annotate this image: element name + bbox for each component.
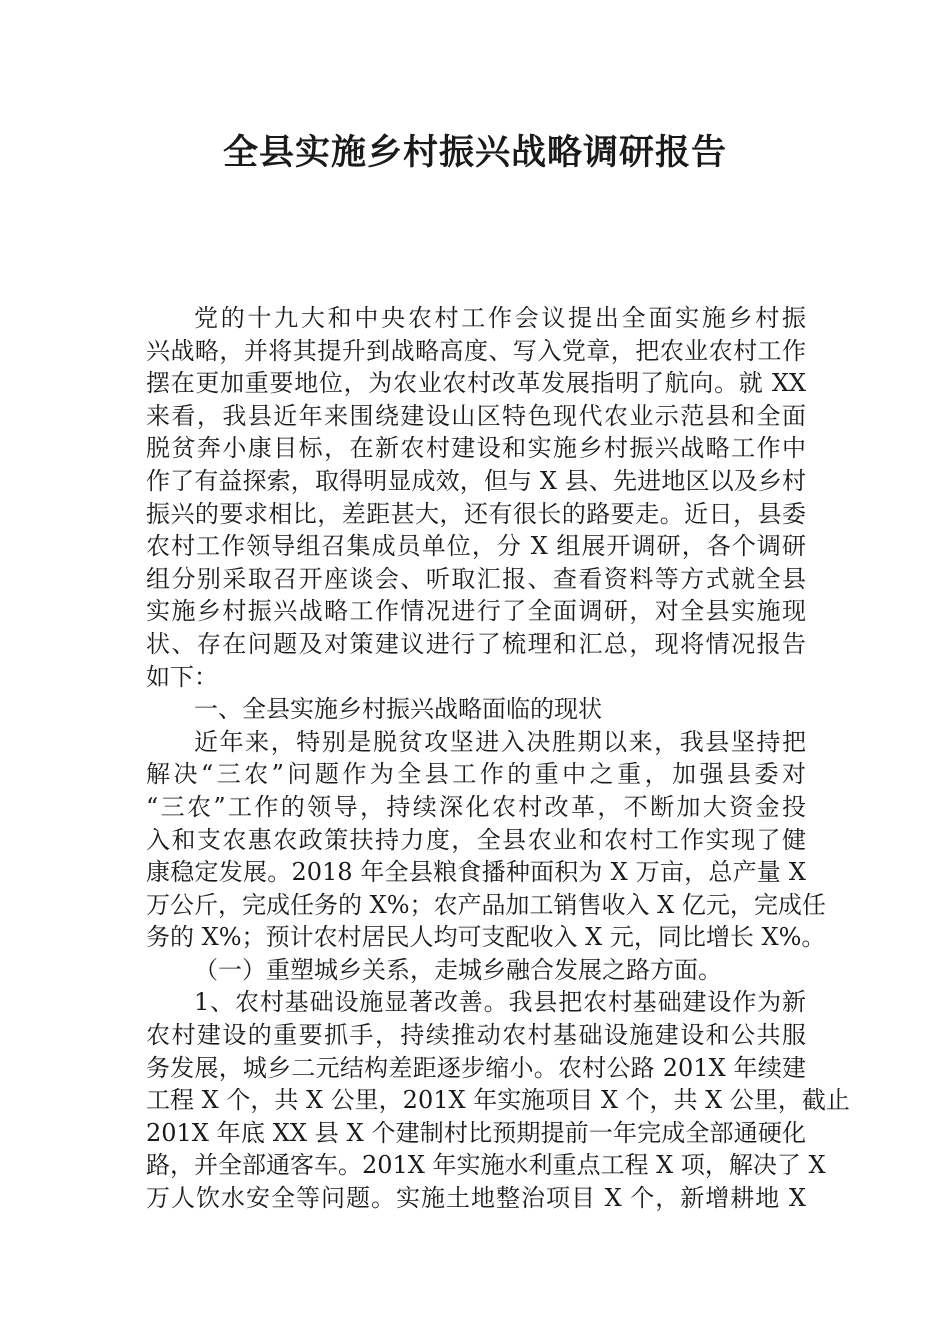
text-line: 振兴的要求相比，差距甚大，还有很长的路要走。近日，县委 [146,499,806,528]
text-line: 状、存在问题及对策建议进行了梳理和汇总，现将情况报告 [146,629,806,658]
subsection-heading: （一）重塑城乡关系，走城乡融合发展之路方面。 [194,955,722,984]
text-line: 脱贫奔小康目标，在新农村建设和实施乡村振兴战略工作中 [146,434,806,463]
text-line: 摆在更加重要地位，为农业农村改革发展指明了航向。就 XX [146,369,806,398]
document-body [146,302,850,1215]
text-line: 兴战略，并将其提升到战略高度、写入党章，把农业农村工作 [146,336,806,365]
text-line: 路，并全部通客车。201X 年实施水利重点工程 X 项，解决了 X [146,1151,826,1180]
text-line: 农村工作领导组召集成员单位，分 X 组展开调研，各个调研 [146,532,806,561]
text-line: 务的 X%；预计农村居民人均可支配收入 X 元，同比增长 X%。 [146,923,826,952]
text-line: 1、农村基础设施显著改善。我县把农村基础建设作为新 [194,988,806,1017]
text-line: 如下： [146,662,218,691]
text-line: 解决“三农”问题作为全县工作的重中之重，加强县委对 [146,760,806,789]
text-line: 实施乡村振兴战略工作情况进行了全面调研，对全县实施现 [146,597,806,626]
text-line: 工程 X 个，共 X 公里，201X 年实施项目 X 个，共 X 公里，截止 [146,1086,850,1115]
section-heading: 一、全县实施乡村振兴战略面临的现状 [194,695,602,724]
text-line: 万公斤，完成任务的 X%；农产品加工销售收入 X 亿元，完成任 [146,890,826,919]
document-title: 全县实施乡村振兴战略调研报告 [222,132,727,173]
text-line: 入和支农惠农政策扶持力度，全县农业和农村工作实现了健 [146,825,806,854]
text-line: 近年来，特别是脱贫攻坚进入决胜期以来，我县坚持把 [194,727,806,756]
text-line: 党的十九大和中央农村工作会议提出全面实施乡村振 [194,304,806,332]
text-line: 务发展，城乡二元结构差距逐步缩小。农村公路 201X 年续建 [146,1053,806,1082]
text-line: 作了有益探索，取得明显成效，但与 X 县、先进地区以及乡村 [146,466,806,495]
text-line: 康稳定发展。2018 年全县粮食播种面积为 X 万亩，总产量 X [146,858,806,887]
text-line: 农村建设的重要抓手，持续推动农村基础设施建设和公共服 [146,1021,806,1050]
text-line: 万人饮水安全等问题。实施土地整治项目 X 个，新增耕地 X [146,1184,806,1213]
text-line: 201X 年底 XX 县 X 个建制村比预期提前一年完成全部通硬化 [146,1118,806,1147]
text-line: 组分别采取召开座谈会、听取汇报、查看资料等方式就全县 [146,564,806,593]
text-line: “三农”工作的领导，持续深化农村改革，不断加大资金投 [146,792,806,821]
text-line: 来看，我县近年来围绕建设山区特色现代农业示范县和全面 [146,401,806,430]
